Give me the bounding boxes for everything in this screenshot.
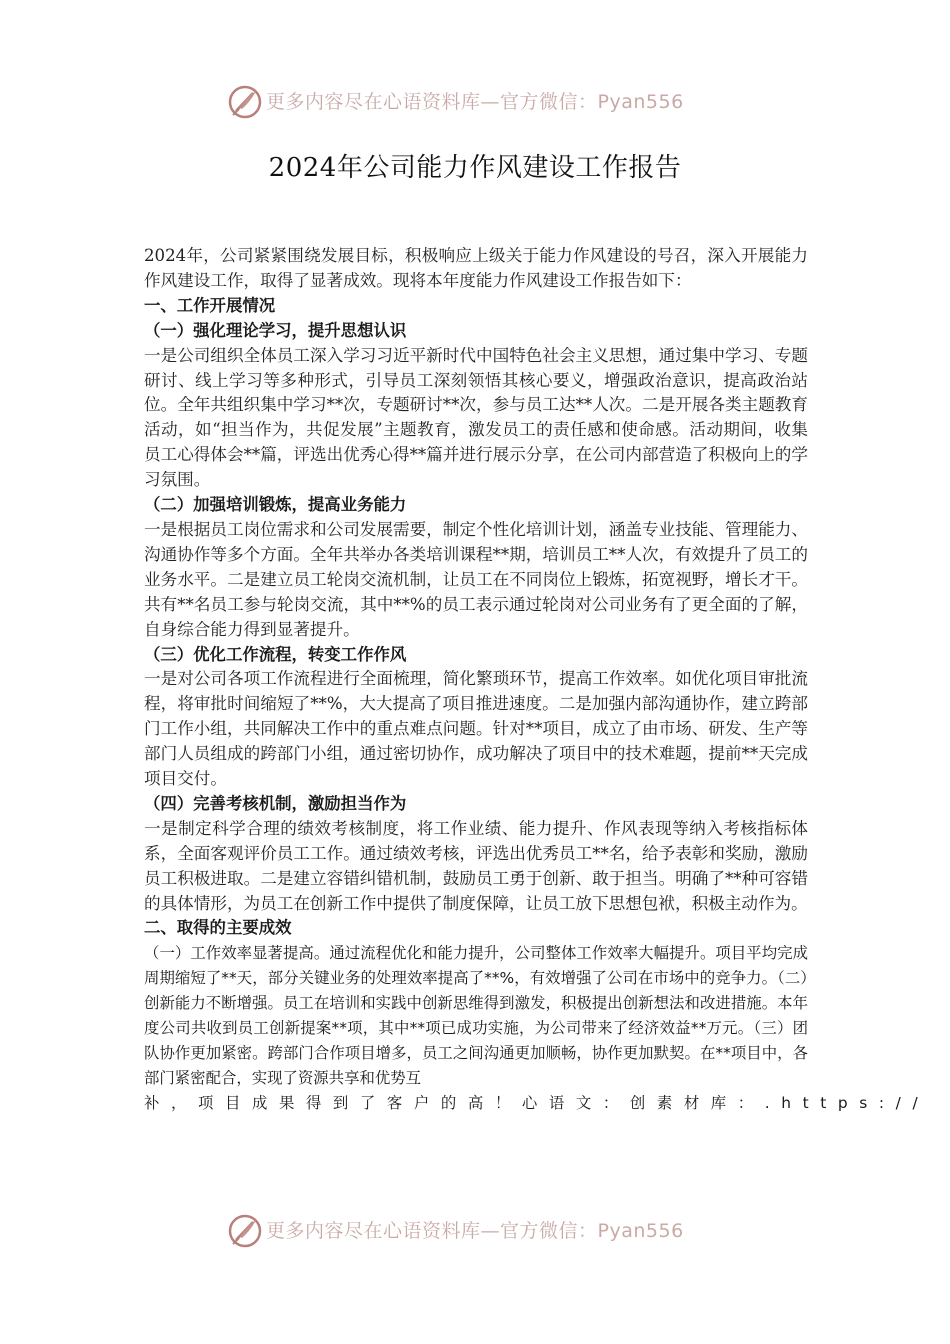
subsection-2-heading: （二）加强培训锻炼，提高业务能力 <box>144 495 407 515</box>
section-2-heading: 二、取得的主要成效 <box>144 918 292 938</box>
section-2-last-line: 补，项目成果得到了客户的高！心语文：创素材库：.https:// <box>144 1093 930 1112</box>
subsection-4-text: 一是制定科学合理的绩效考核制度，将工作业绩、能力提升、作风表现等纳入考核指标体系，全面客观评价员工工作。通过绩效考核，评选出优秀员工**名，给予表彰和奖励，激励员工积极进取。二是建立容错纠错机制，鼓励员工勇于创新、敢于担当。明确了**种可容错的具体情形，为员工在创新工作中提供了制度保障，让员工放下思想包袱，积极主动作为。 <box>144 818 808 913</box>
subsection-3-text: 一是对公司各项工作流程进行全面梳理，简化繁琐环节，提高工作效率。如优化项目审批流程，将审批时间缩短了**%，大大提高了项目推进速度。二是加强内部沟通协作，建立跨部门工作小组，共同解决工作中的重点难点问题。针对**项目，成立了由市场、研发、生产等部门人员组成的跨部门小组，通过密切协作，成功解决了项目中的技术难题，提前**天完成项目交付。 <box>144 669 808 789</box>
footer-banner <box>0 1211 950 1251</box>
banner-text: 更多内容尽在心语资料库—官方微信：Pyan556 <box>266 91 684 113</box>
subsection-1-text: 一是公司组织全体员工深入学习习近平新时代中国特色社会主义思想，通过集中学习、专题研讨、线上学习等多种形式，引导员工深刻领悟其核心要义，增强政治意识，提高政治站位。全年共组织集中学习**次，专题研讨**次，参与员工达**人次。二是开展各类主题教育活动，如“担当作为，共促发展”主题教育，激发员工的责任感和使命感。活动期间，收集员工心得体会**篇，评选出优秀心得**篇并进行展示分享，在公司内部营造了积极向上的学习氛围。 <box>144 345 808 490</box>
section-1-heading: 一、工作开展情况 <box>144 295 276 315</box>
intro-paragraph: 2024年，公司紧紧围绕发展目标，积极响应上级关于能力作风建设的号召，深入开展能力作风建设工作，取得了显著成效。现将本年度能力作风建设工作报告如下： <box>144 246 808 290</box>
subsection-4-heading: （四）完善考核机制，激励担当作为 <box>144 793 407 813</box>
document-body <box>144 244 930 1116</box>
document-title: 2024年公司能力作风建设工作报告 <box>268 153 682 183</box>
subsection-1-heading: （一）强化理论学习，提升思想认识 <box>144 320 407 340</box>
feather-logo-icon <box>227 1213 263 1249</box>
banner-text: 更多内容尽在心语资料库—官方微信：Pyan556 <box>266 1220 684 1242</box>
subsection-2-text: 一是根据员工岗位需求和公司发展需要，制定个性化培训计划，涵盖专业技能、管理能力、沟通协作等多个方面。全年共举办各类培训课程**期，培训员工**人次，有效提升了员工的业务水平。二是建立员工轮岗交流机制，让员工在不同岗位上锻炼，拓宽视野，增长才干。共有**名员工参与轮岗交流，其中**%的员工表示通过轮岗对公司业务有了更全面的了解，自身综合能力得到显著提升。 <box>144 519 808 639</box>
section-2-text: （一）工作效率显著提高。通过流程优化和能力提升，公司整体工作效率大幅提升。项目平均完成周期缩短了**天，部分关键业务的处理效率提高了**%，有效增强了公司在市场中的竞争力。（二）创新能力不断增强。员工在培训和实践中创新思维得到激发，积极提出创新想法和改进措施。本年度公司共收到员工创新提案**项，其中**项已成功实施，为公司带来了经济效益**万元。（三）团队协作更加紧密。跨部门合作项目增多，员工之间沟通更加顺畅，协作更加默契。在**项目中，各部门紧密配合，实现了资源共享和优势互 <box>144 944 808 1087</box>
header-banner <box>0 82 950 122</box>
subsection-3-heading: （三）优化工作流程，转变工作作风 <box>144 644 407 664</box>
feather-logo-icon <box>227 84 263 120</box>
